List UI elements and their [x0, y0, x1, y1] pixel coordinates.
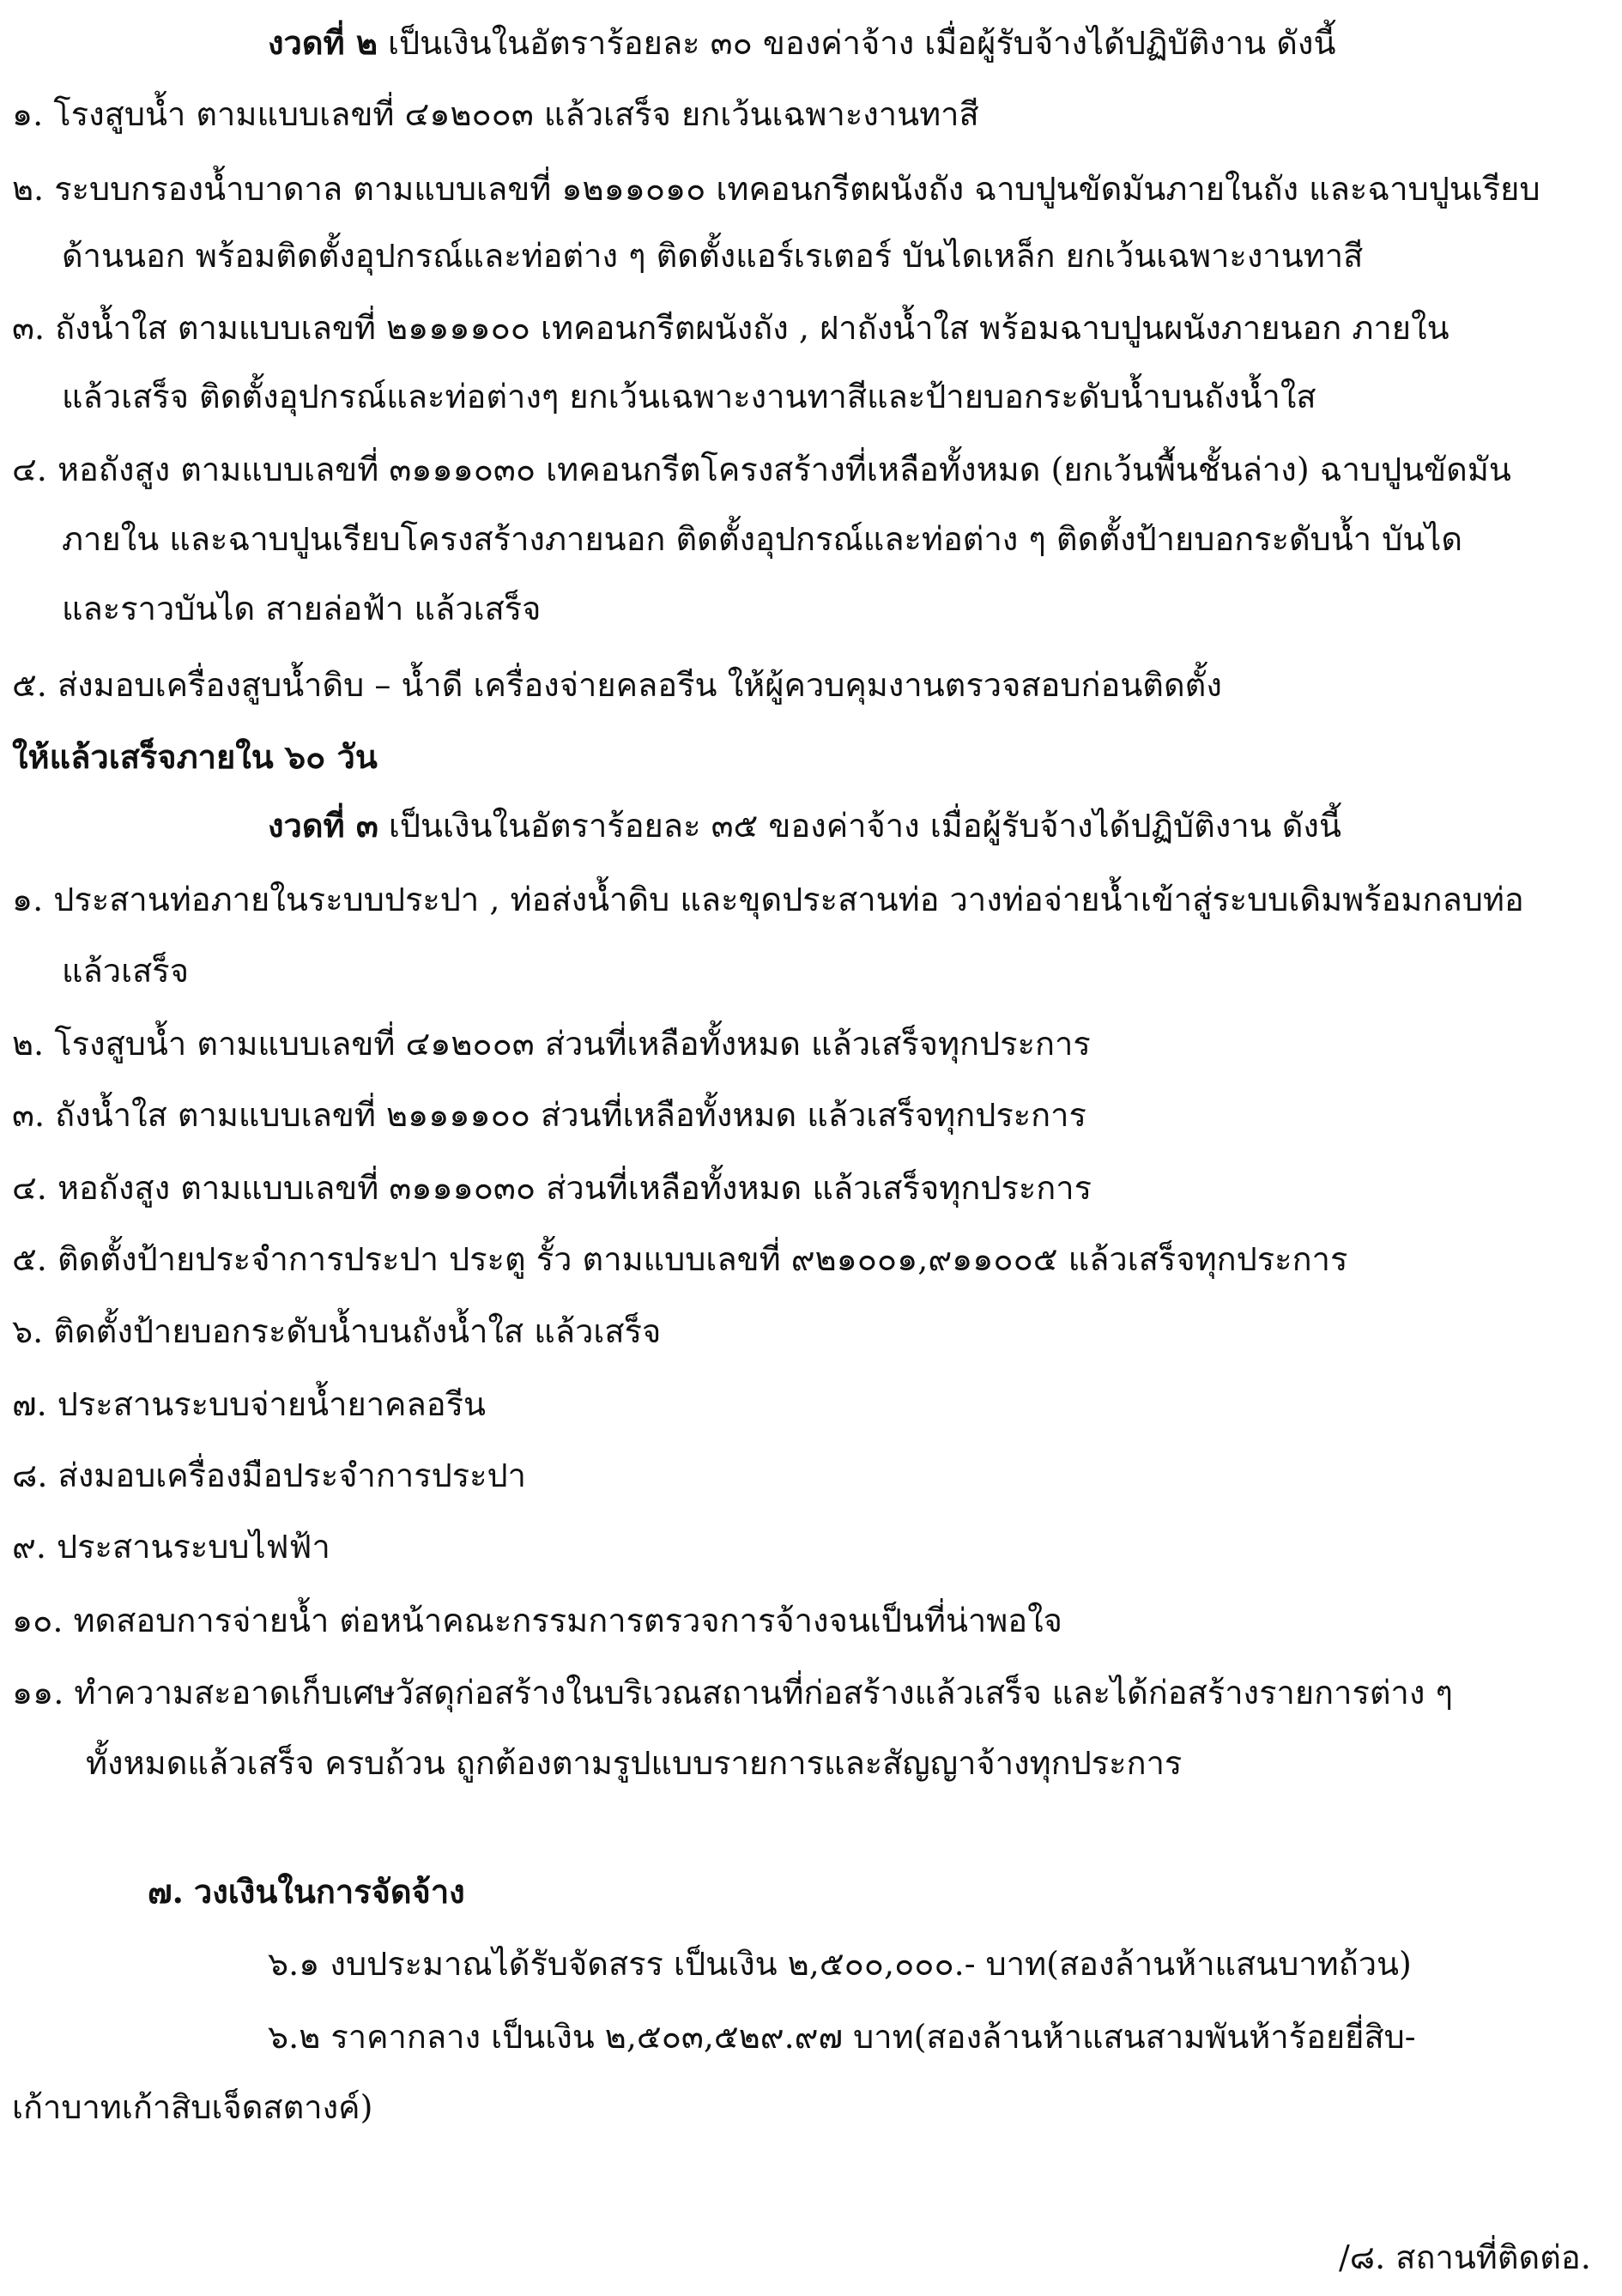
installment-3-heading-text: เป็นเงินในอัตราร้อยละ ๓๕ ของค่าจ้าง เมื่อผู้รับจ้างได้ปฏิบัติงาน ดังนี้: [378, 807, 1341, 845]
item-text: ประสานระบบไฟฟ้า: [57, 1528, 330, 1566]
budget-section-number: ๗.: [148, 1872, 184, 1911]
budget-item-text: งบประมาณได้รับจัดสรร เป็นเงิน ๒,๕๐๐,๐๐๐.- บาท(สองล้านห้าแสนบาทถ้วน): [330, 1945, 1412, 1983]
list-item: [12, 874, 1524, 925]
item-text: ติดตั้งป้ายประจำการประปา ประตู รั้ว ตามแบบเลขที่ ๙๒๑๐๐๑,๙๑๑๐๐๕ แล้วเสร็จทุกประการ: [57, 1240, 1348, 1278]
item-number: ๙.: [12, 1528, 46, 1566]
list-item: [12, 1378, 486, 1430]
item-number: ๑๐.: [12, 1602, 64, 1639]
item-text: ทดสอบการจ่ายน้ำ ต่อหน้าคณะกรรมการตรวจการจ้างจนเป็นที่น่าพอใจ: [73, 1602, 1062, 1639]
item-text-continuation: ทั้งหมดแล้วเสร็จ ครบถ้วน ถูกต้องตามรูปแบบรายการและสัญญาจ้างทุกประการ: [86, 1744, 1183, 1782]
item-number: ๕.: [12, 666, 47, 704]
list-item: [12, 659, 1222, 711]
item-number: ๕.: [12, 1240, 47, 1278]
item-text: ถังน้ำใส ตามแบบเลขที่ ๒๑๑๑๑๐๐ ส่วนที่เหลือทั้งหมด แล้วเสร็จทุกประการ: [55, 1096, 1086, 1134]
item-text: ระบบกรองน้ำบาดาล ตามแบบเลขที่ ๑๒๑๑๐๑๐ เทคอนกรีตผนังถัง ฉาบปูนขัดมันภายในถัง และฉาบปูนเรียบ: [54, 170, 1540, 208]
budget-median-price-continuation: เก้าบาทเก้าสิบเจ็ดสตางค์): [12, 2088, 373, 2126]
item-number: ๓.: [12, 1096, 45, 1134]
list-item: [12, 302, 1450, 354]
budget-item-number: ๖.๑: [268, 1945, 320, 1983]
item-text: หอถังสูง ตามแบบเลขที่ ๓๑๑๑๐๓๐ ส่วนที่เหลือทั้งหมด แล้วเสร็จทุกประการ: [57, 1169, 1092, 1207]
list-item: [12, 1089, 1086, 1141]
budget-section-title: วงเงินในการจัดจ้าง: [193, 1872, 465, 1911]
item-number: ๔.: [12, 1169, 47, 1207]
item-text: ประสานระบบจ่ายน้ำยาคลอรีน: [57, 1385, 486, 1423]
installment-3-heading: [268, 800, 1341, 851]
list-item: [12, 1521, 330, 1572]
item-text-continuation: และราวบันได สายล่อฟ้า แล้วเสร็จ: [62, 590, 542, 627]
item-number: ๑.: [12, 95, 44, 133]
budget-allocated: [268, 1938, 1412, 1990]
list-item: [12, 1306, 661, 1357]
item-number: ๒.: [12, 1025, 45, 1063]
budget-median-price: [268, 2011, 1416, 2063]
installment-2-heading: [268, 17, 1335, 69]
item-text: ทำความสะอาดเก็บเศษวัสดุก่อสร้างในบริเวณสถานที่ก่อสร้างแล้วเสร็จ และได้ก่อสร้างรายการต่าง ๆ: [74, 1674, 1453, 1711]
list-item: [12, 88, 979, 140]
list-item: [12, 163, 1540, 215]
item-text: ส่งมอบเครื่องมือประจำการประปา: [57, 1457, 527, 1494]
item-text: ประสานท่อภายในระบบประปา , ท่อส่งน้ำดิบ และขุดประสานท่อ วางท่อจ่ายน้ำเข้าสู่ระบบเดิมพร้อมกลบท่อ: [53, 881, 1524, 918]
item-number: ๔.: [12, 451, 47, 488]
installment-3-heading-bold: งวดที่ ๓: [268, 806, 378, 845]
item-number: ๑๑.: [12, 1674, 64, 1711]
item-text: โรงสูบน้ำ ตามแบบเลขที่ ๔๑๒๐๐๓ ส่วนที่เหลือทั้งหมด แล้วเสร็จทุกประการ: [54, 1025, 1091, 1063]
item-number: ๑.: [12, 881, 44, 918]
list-item: [12, 1162, 1092, 1214]
item-number: ๒.: [12, 170, 45, 208]
item-text: หอถังสูง ตามแบบเลขที่ ๓๑๑๑๐๓๐ เทคอนกรีตโครงสร้างที่เหลือทั้งหมด (ยกเว้นพื้นชั้นล่าง) ฉาบปูนขัดมัน: [57, 451, 1511, 488]
item-number: ๗.: [12, 1385, 47, 1423]
item-number: ๓.: [12, 309, 45, 347]
budget-item-text: ราคากลาง เป็นเงิน ๒,๕๐๓,๕๒๙.๙๗ บาท(สองล้านห้าแสนสามพันห้าร้อยยี่สิบ-: [330, 2018, 1416, 2056]
list-item: [12, 1018, 1091, 1069]
item-text: ติดตั้งป้ายบอกระดับน้ำบนถังน้ำใส แล้วเสร็จ: [53, 1312, 662, 1350]
list-item: [12, 1595, 1062, 1646]
list-item: [12, 1450, 526, 1501]
item-text-continuation: ภายใน และฉาบปูนเรียบโครงสร้างภายนอก ติดตั้งอุปกรณ์และท่อต่าง ๆ ติดตั้งป้ายบอกระดับน้ำ บันได: [62, 520, 1463, 558]
budget-item-number: ๖.๒: [268, 2018, 321, 2056]
item-text-continuation: แล้วเสร็จ ติดตั้งอุปกรณ์และท่อต่างๆ ยกเว้นเฉพาะงานทาสีและป้ายบอกระดับน้ำบนถังน้ำใส: [62, 378, 1316, 415]
item-text: ส่งมอบเครื่องสูบน้ำดิบ – น้ำดี เครื่องจ่ายคลอรีน ให้ผู้ควบคุมงานตรวจสอบก่อนติดตั้ง: [57, 666, 1222, 704]
list-item: [12, 444, 1511, 495]
installment-2-heading-text: เป็นเงินในอัตราร้อยละ ๓๐ ของค่าจ้าง เมื่อผู้รับจ้างได้ปฏิบัติงาน ดังนี้: [377, 24, 1336, 62]
deadline-note: ให้แล้วเสร็จภายใน ๖๐ วัน: [12, 737, 378, 776]
item-text-continuation: ด้านนอก พร้อมติดตั้งอุปกรณ์และท่อต่าง ๆ ติดตั้งแอร์เรเตอร์ บันไดเหล็ก ยกเว้นเฉพาะงานทาสี: [62, 237, 1364, 275]
list-item: [12, 1667, 1453, 1718]
item-text-continuation: แล้วเสร็จ: [62, 952, 189, 990]
item-number: ๘.: [12, 1457, 48, 1494]
budget-section-heading: [148, 1866, 465, 1917]
item-number: ๖.: [12, 1312, 44, 1350]
list-item: [12, 1233, 1347, 1285]
item-text: โรงสูบน้ำ ตามแบบเลขที่ ๔๑๒๐๐๓ แล้วเสร็จ ยกเว้นเฉพาะงานทาสี: [53, 95, 979, 133]
installment-2-heading-bold: งวดที่ ๒: [268, 23, 378, 62]
continued-page-note: /๘. สถานที่ติดต่อ.: [1339, 2238, 1591, 2276]
item-text: ถังน้ำใส ตามแบบเลขที่ ๒๑๑๑๑๐๐ เทคอนกรีตผนังถัง , ฝาถังน้ำใส พร้อมฉาบปูนผนังภายนอก ภายใน: [55, 309, 1450, 347]
